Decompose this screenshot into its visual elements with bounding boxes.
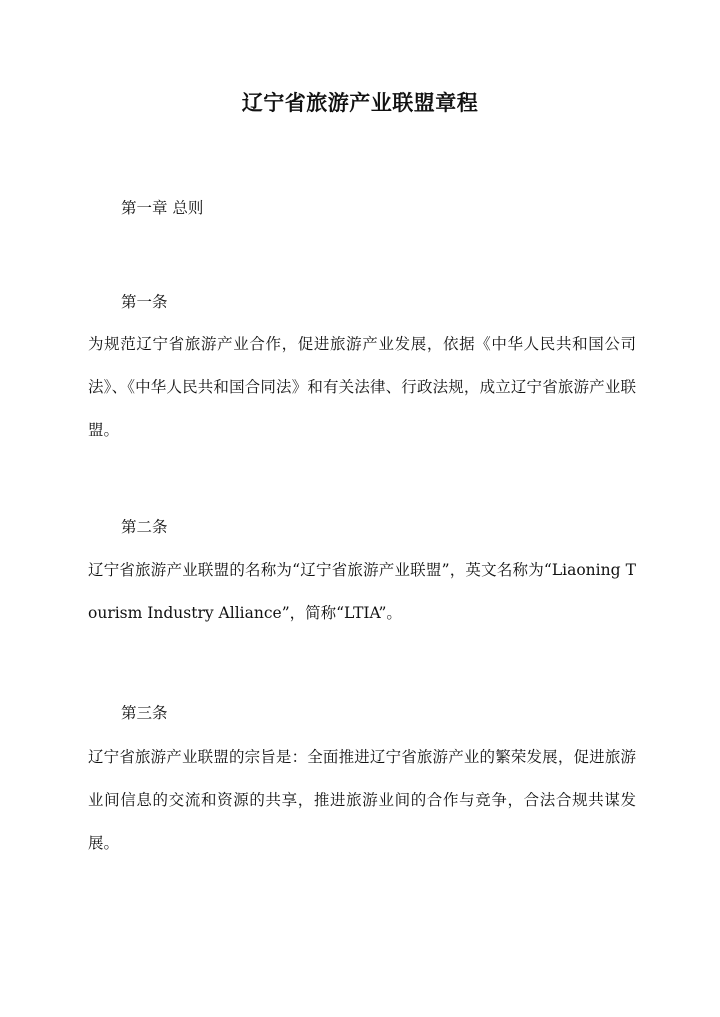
- article-2-heading: 第二条: [121, 518, 168, 536]
- document-title: 辽宁省旅游产业联盟章程: [241, 90, 479, 115]
- article-3-heading: 第三条: [121, 704, 168, 722]
- article-2-body: 辽宁省旅游产业联盟的名称为“辽宁省旅游产业联盟”，英文名称为“Liaoning Tourism Industry Alliance”，简称“LTIA”。: [88, 561, 636, 622]
- chapter-heading: 第一章 总则: [121, 199, 204, 217]
- article-1-heading: 第一条: [121, 293, 168, 311]
- article-1-body: 为规范辽宁省旅游产业合作，促进旅游产业发展，依据《中华人民共和国公司法》、《中华人民共和国合同法》和有关法律、行政法规，成立辽宁省旅游产业联盟。: [88, 335, 636, 439]
- article-3-body: 辽宁省旅游产业联盟的宗旨是：全面推进辽宁省旅游产业的繁荣发展，促进旅游业间信息的交流和资源的共享，推进旅游业间的合作与竞争，合法合规共谋发展。: [88, 748, 636, 852]
